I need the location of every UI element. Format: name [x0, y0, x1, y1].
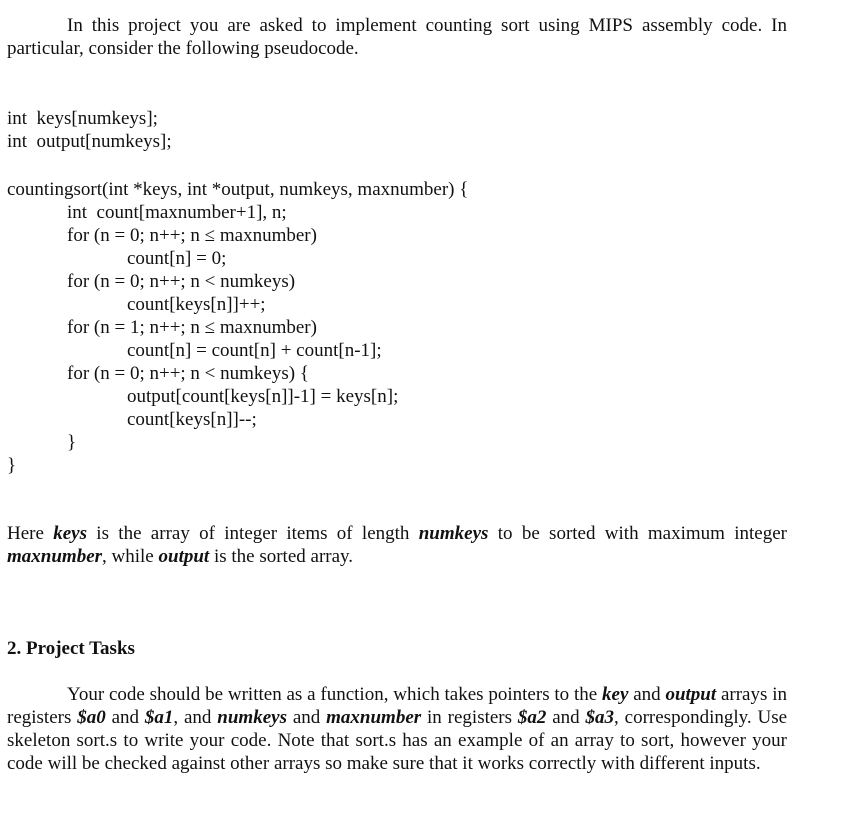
code-line-11: } [67, 432, 77, 453]
code-line-9: output[count[keys[n]]-1] = keys[n]; [127, 386, 399, 407]
tasks-text-1: Your code should be written as a function, which takes pointers to the [67, 684, 603, 705]
code-line-4: for (n = 0; n++; n < numkeys) [67, 271, 296, 292]
description-term-output: output [158, 546, 210, 567]
code-line-5: count[keys[n]]++; [127, 294, 266, 315]
code-signature: countingsort(int *keys, int *output, numkeys, maxnumber) { [7, 179, 469, 200]
tasks-text-3: arrays in registers [7, 684, 787, 728]
tasks-text-7: in registers [421, 707, 518, 728]
description-text-4: , while [102, 546, 159, 567]
tasks-text-8: and [546, 707, 586, 728]
tasks-term-numkeys: numkeys [217, 707, 287, 728]
tasks-text-9: , correspondingly. Use skeleton sort.s to write your code. Note that sort.s has an example of an array to sort, however your code will be checked against other arrays so make sure that it works correctly with different inputs. [7, 707, 788, 774]
tasks-register-a2: $a2 [517, 707, 547, 728]
description-term-numkeys: numkeys [418, 523, 489, 544]
code-line-10: count[keys[n]]--; [127, 409, 257, 430]
code-line-8: for (n = 0; n++; n < numkeys) { [67, 363, 309, 384]
description-paragraph [7, 522, 787, 568]
code-line-1: int count[maxnumber+1], n; [67, 202, 287, 223]
section-heading: 2. Project Tasks [7, 638, 135, 659]
code-line-3: count[n] = 0; [127, 248, 227, 269]
tasks-term-output: output [665, 684, 717, 705]
tasks-text-5: , and [173, 707, 218, 728]
description-term-maxnumber: maxnumber [7, 546, 103, 567]
code-line-2: for (n = 0; n++; n ≤ maxnumber) [67, 225, 317, 246]
intro-paragraph [7, 14, 787, 60]
tasks-text-2: and [628, 684, 666, 705]
tasks-register-a3: $a3 [585, 707, 615, 728]
decl-output: int output[numkeys]; [7, 131, 172, 152]
description-text-3: to be sorted with maximum integer [488, 523, 787, 544]
description-text-1: Here [7, 523, 54, 544]
tasks-text-4: and [105, 707, 145, 728]
description-term-keys: keys [53, 523, 87, 544]
intro-text: In this project you are asked to implement counting sort using MIPS assembly code. In particular, consider the following pseudocode. [7, 15, 787, 59]
code-line-7: count[n] = count[n] + count[n-1]; [127, 340, 382, 361]
tasks-register-a0: $a0 [77, 707, 106, 728]
tasks-text-6: and [286, 707, 327, 728]
tasks-term-maxnumber: maxnumber [326, 707, 422, 728]
code-closing-brace: } [7, 455, 17, 476]
description-text-5: is the sorted array. [209, 546, 354, 567]
description-text-2: is the array of integer items of length [87, 523, 419, 544]
decl-keys: int keys[numkeys]; [7, 108, 158, 129]
code-line-6: for (n = 1; n++; n ≤ maxnumber) [67, 317, 317, 338]
tasks-term-key: key [602, 684, 629, 705]
tasks-paragraph [7, 683, 787, 775]
tasks-register-a1: $a1 [144, 707, 174, 728]
